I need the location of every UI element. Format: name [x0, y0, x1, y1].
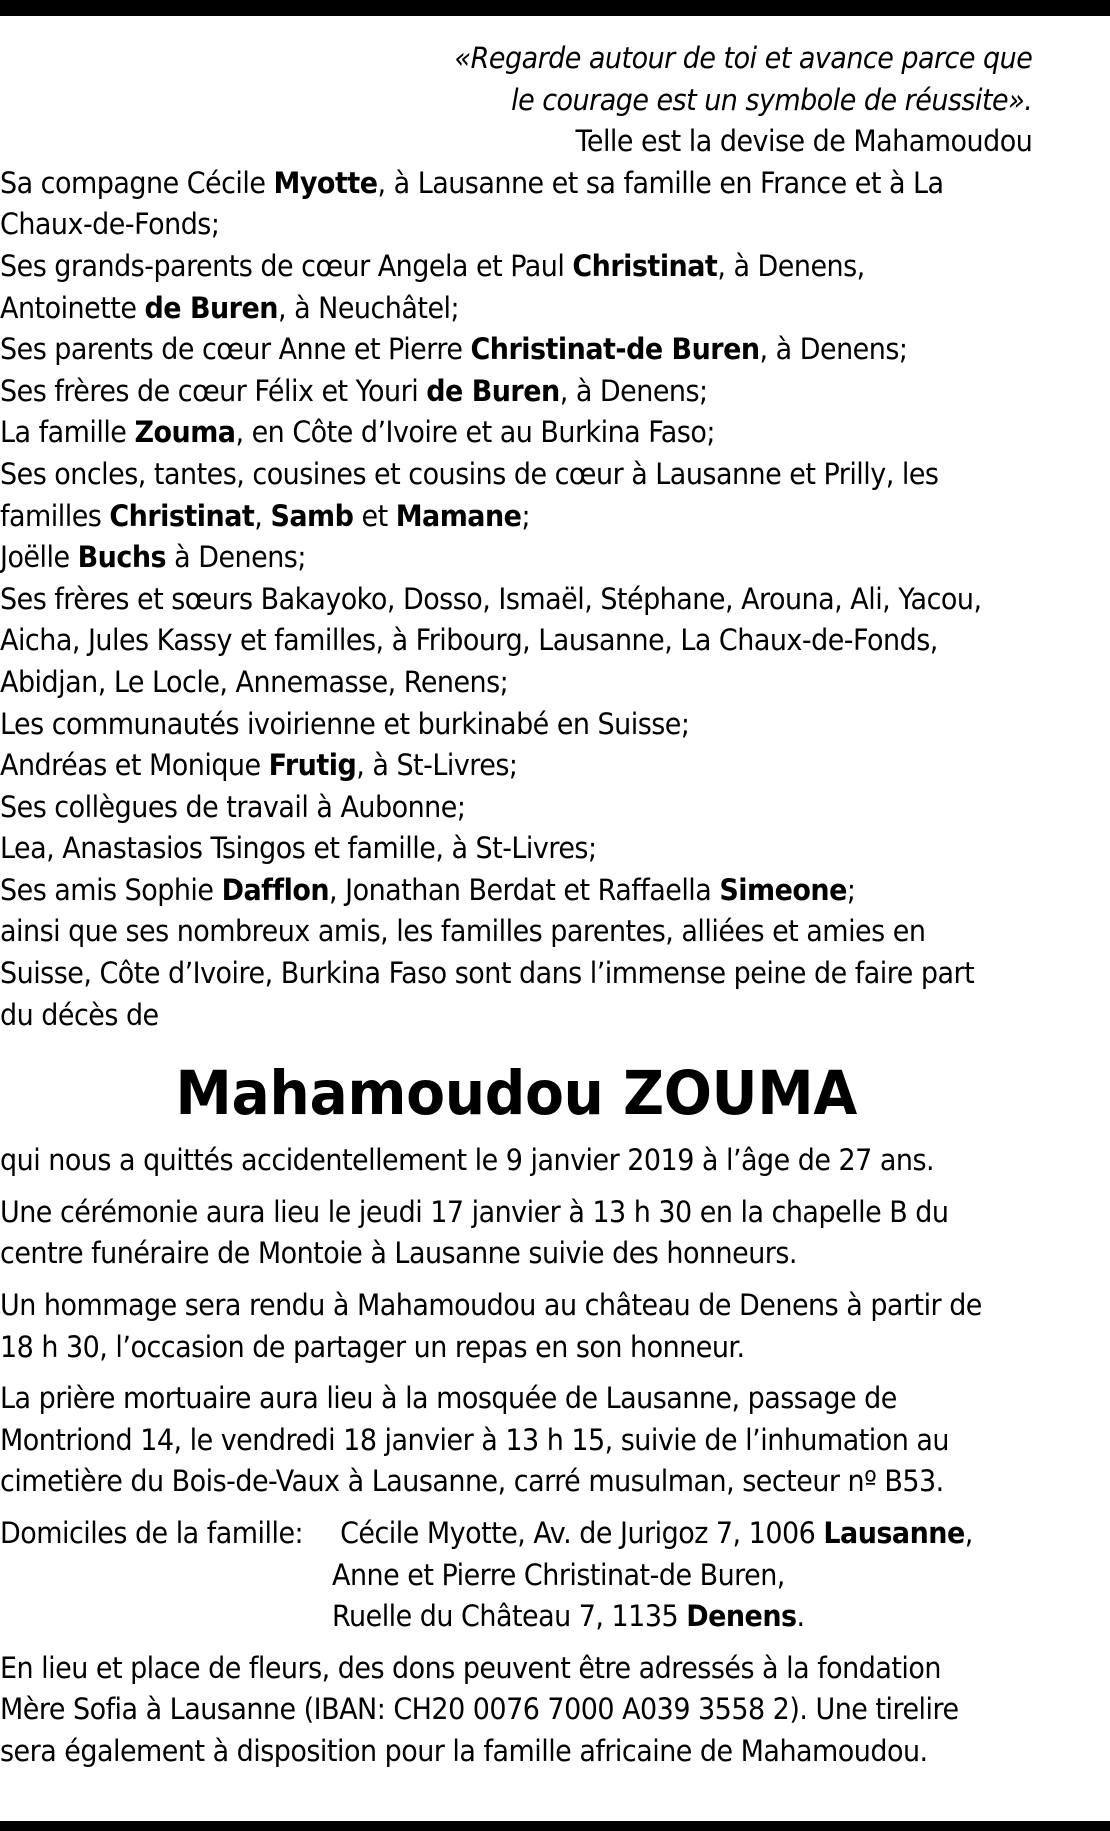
family-line: Ses frères et sœurs Bakayoko, Dosso, Ismaël, Stéphane, Arouna, Ali, Yacou,	[0, 581, 982, 616]
prayer-paragraph	[0, 1378, 1032, 1503]
family-line: Antoinette de Buren, à Neuchâtel;	[0, 290, 460, 325]
ceremony-paragraph	[0, 1192, 1032, 1275]
paragraph-line: cimetière du Bois-de-Vaux à Lausanne, carré musulman, secteur nº B53.	[0, 1464, 944, 1499]
family-surname: Myotte	[273, 165, 378, 200]
address-city: Denens	[686, 1599, 797, 1634]
passing-paragraph	[0, 1140, 1032, 1182]
family-line: du décès de	[0, 997, 159, 1032]
top-rule	[0, 0, 1110, 16]
family-line: Joëlle Buchs à Denens;	[0, 540, 306, 575]
paragraph-line: En lieu et place de fleurs, des dons peuvent être adressés à la fondation	[0, 1650, 941, 1685]
bottom-rule	[0, 1821, 1110, 1831]
family-line: Sa compagne Cécile Myotte, à Lausanne et sa famille en France et à La	[0, 165, 944, 200]
paragraph-line: Un hommage sera rendu à Mahamoudou au château de Denens à partir de	[0, 1288, 982, 1323]
family-line: ainsi que ses nombreux amis, les familles parentes, alliées et amies en	[0, 914, 926, 949]
family-addresses	[0, 1513, 1032, 1638]
paragraph-line: 18 h 30, l’occasion de partager un repas en son honneur.	[0, 1329, 745, 1364]
family-line: La famille Zouma, en Côte d’Ivoire et au Burkina Faso;	[0, 415, 715, 450]
address-line: Ruelle du Château 7, 1135 Denens.	[332, 1599, 805, 1634]
family-surname: Samb	[270, 498, 354, 533]
quote-line-2: le courage est un symbole de réussite».	[511, 82, 1033, 117]
motto-attribution: Telle est la devise de Mahamoudou	[575, 124, 1033, 159]
paragraph-line: Une cérémonie aura lieu le jeudi 17 janvier à 13 h 30 en la chapelle B du	[0, 1194, 949, 1229]
family-line: Chaux-de-Fonds;	[0, 207, 220, 242]
family-line: familles Christinat, Samb et Mamane;	[0, 498, 531, 533]
tribute-paragraph	[0, 1285, 1032, 1368]
address-city: Lausanne	[823, 1516, 965, 1550]
addresses-label: Domiciles de la famille:	[0, 1516, 304, 1550]
family-surname: Dafflon	[221, 872, 330, 907]
paragraph-line: sera également à disposition pour la famille africaine de Mahamoudou.	[0, 1733, 928, 1768]
obituary-notice	[0, 38, 1032, 1783]
family-surname: Buchs	[77, 540, 167, 575]
family-surname: Zouma	[134, 415, 236, 450]
family-line: Suisse, Côte d’Ivoire, Burkina Faso sont dans l’immense peine de faire part	[0, 956, 975, 991]
family-surname: Christinat	[109, 498, 255, 533]
motto-quote	[0, 38, 1032, 163]
address-line: Anne et Pierre Christinat-de Buren,	[332, 1557, 785, 1592]
family-surname: Christinat-de Buren	[470, 332, 760, 367]
family-line: Ses collègues de travail à Aubonne;	[0, 789, 466, 824]
paragraph-line: Montriond 14, le vendredi 18 janvier à 13 h 15, suivie de l’inhumation au	[0, 1422, 950, 1457]
family-line: Ses grands-parents de cœur Angela et Paul Christinat, à Denens,	[0, 248, 865, 283]
family-line: Ses oncles, tantes, cousines et cousins de cœur à Lausanne et Prilly, les	[0, 456, 939, 491]
family-line: Ses frères de cœur Félix et Youri de Buren, à Denens;	[0, 373, 708, 408]
paragraph-line: Mère Sofia à Lausanne (IBAN: CH20 0076 7000 A039 3558 2). Une tirelire	[0, 1692, 959, 1727]
family-surname: de Buren	[426, 373, 560, 408]
family-surname: Christinat	[572, 248, 718, 283]
family-line: Abidjan, Le Locle, Annemasse, Renens;	[0, 664, 509, 699]
deceased-name-heading: Mahamoudou ZOUMA	[175, 1058, 857, 1130]
family-surname: de Buren	[144, 290, 278, 325]
family-line: Aicha, Jules Kassy et familles, à Fribourg, Lausanne, La Chaux-de-Fonds,	[0, 623, 938, 658]
family-line: Ses parents de cœur Anne et Pierre Christinat-de Buren, à Denens;	[0, 332, 908, 367]
family-surname: Mamane	[395, 498, 522, 533]
family-line: Andréas et Monique Frutig, à St-Livres;	[0, 748, 518, 783]
paragraph-line: qui nous a quittés accidentellement le 9 janvier 2019 à l’âge de 27 ans.	[0, 1143, 935, 1178]
family-line: Lea, Anastasios Tsingos et famille, à St-Livres;	[0, 831, 597, 866]
quote-line-1: «Regarde autour de toi et avance parce que	[454, 41, 1033, 75]
address-line: Domiciles de la famille: Cécile Myotte, Av. de Jurigoz 7, 1006 Lausanne,	[0, 1513, 1032, 1555]
paragraph-line: centre funéraire de Montoie à Lausanne suivie des honneurs.	[0, 1236, 797, 1271]
family-surname: Simeone	[719, 872, 847, 907]
family-list	[0, 163, 1032, 1036]
paragraph-line: La prière mortuaire aura lieu à la mosquée de Lausanne, passage de	[0, 1381, 897, 1416]
family-line: Ses amis Sophie Dafflon, Jonathan Berdat et Raffaella Simeone;	[0, 872, 856, 907]
family-line: Les communautés ivoirienne et burkinabé en Suisse;	[0, 706, 690, 741]
donation-paragraph	[0, 1648, 1032, 1773]
family-surname: Frutig	[268, 748, 357, 783]
